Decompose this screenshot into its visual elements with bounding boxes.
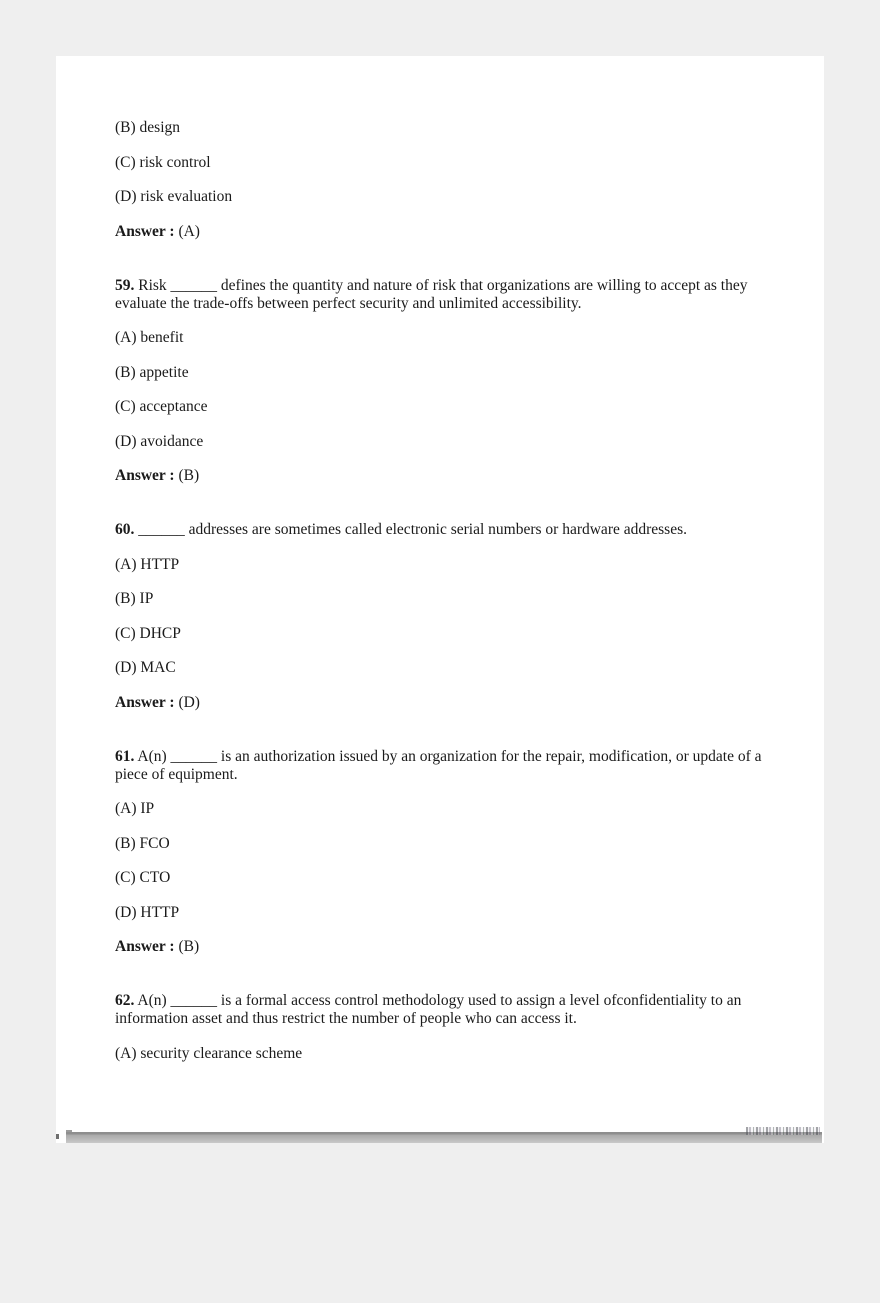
question-block-58 — [115, 119, 766, 241]
question-body: ______ addresses are sometimes called electronic serial numbers or hardware addresses. — [138, 521, 688, 538]
option-d: (D) avoidance — [115, 432, 204, 450]
option-c: (C) CTO — [115, 869, 171, 886]
capture-artifact-mark — [56, 1134, 59, 1139]
option-a: (A) benefit — [115, 329, 184, 346]
answer-label: Answer : — [115, 467, 175, 484]
answer-line — [115, 467, 766, 485]
answer-line — [115, 938, 766, 956]
answer-label: Answer : — [115, 938, 175, 955]
page-content — [56, 56, 824, 1063]
document-page — [56, 56, 824, 1143]
question-text — [115, 992, 766, 1028]
option-c: (C) acceptance — [115, 398, 208, 415]
question-number: 59. — [115, 276, 135, 294]
option-c: (C) DHCP — [115, 624, 181, 642]
option-b: (B) FCO — [115, 834, 170, 852]
option-d: (D) HTTP — [115, 903, 180, 921]
answer-label: Answer : — [115, 693, 175, 711]
question-text — [115, 277, 766, 313]
option-b: (B) design — [115, 119, 181, 136]
option-b: (B) appetite — [115, 363, 189, 381]
option-d: (D) MAC — [115, 659, 176, 676]
question-block-60 — [115, 521, 766, 712]
option-d: (D) risk evaluation — [115, 188, 233, 205]
question-text — [115, 748, 766, 784]
option-c: (C) risk control — [115, 153, 211, 171]
option-a: (A) IP — [115, 800, 155, 817]
option-b: (B) IP — [115, 590, 154, 607]
answer-label: Answer : — [115, 222, 175, 240]
answer-line — [115, 223, 766, 241]
answer-value: (B) — [178, 938, 200, 955]
answer-value: (B) — [178, 467, 200, 484]
option-a: (A) HTTP — [115, 555, 180, 573]
noise-artifact — [746, 1127, 820, 1135]
answer-line — [115, 694, 766, 712]
question-number: 62. — [115, 992, 135, 1009]
horizontal-scrollbar[interactable] — [66, 1132, 822, 1143]
question-number: 61. — [115, 747, 135, 765]
question-body: A(n) ______ is an authorization issued by an organization for the repair, modification, or update of a piece of equipment. — [115, 747, 762, 783]
answer-value: (D) — [178, 693, 200, 711]
option-a: (A) security clearance scheme — [115, 1044, 303, 1062]
question-text — [115, 521, 766, 539]
question-body: A(n) ______ is a formal access control methodology used to assign a level ofconfidentiality to an information asset and thus restrict the number of people who can access it. — [115, 992, 742, 1027]
question-block-62 — [115, 992, 766, 1063]
question-block-59 — [115, 277, 766, 486]
answer-value: (A) — [178, 222, 200, 240]
question-body: Risk ______ defines the quantity and nature of risk that organizations are willing to accept as they evaluate the trade-offs between perfect security and unlimited accessibility. — [115, 276, 748, 312]
question-block-61 — [115, 748, 766, 957]
question-number: 60. — [115, 521, 135, 538]
